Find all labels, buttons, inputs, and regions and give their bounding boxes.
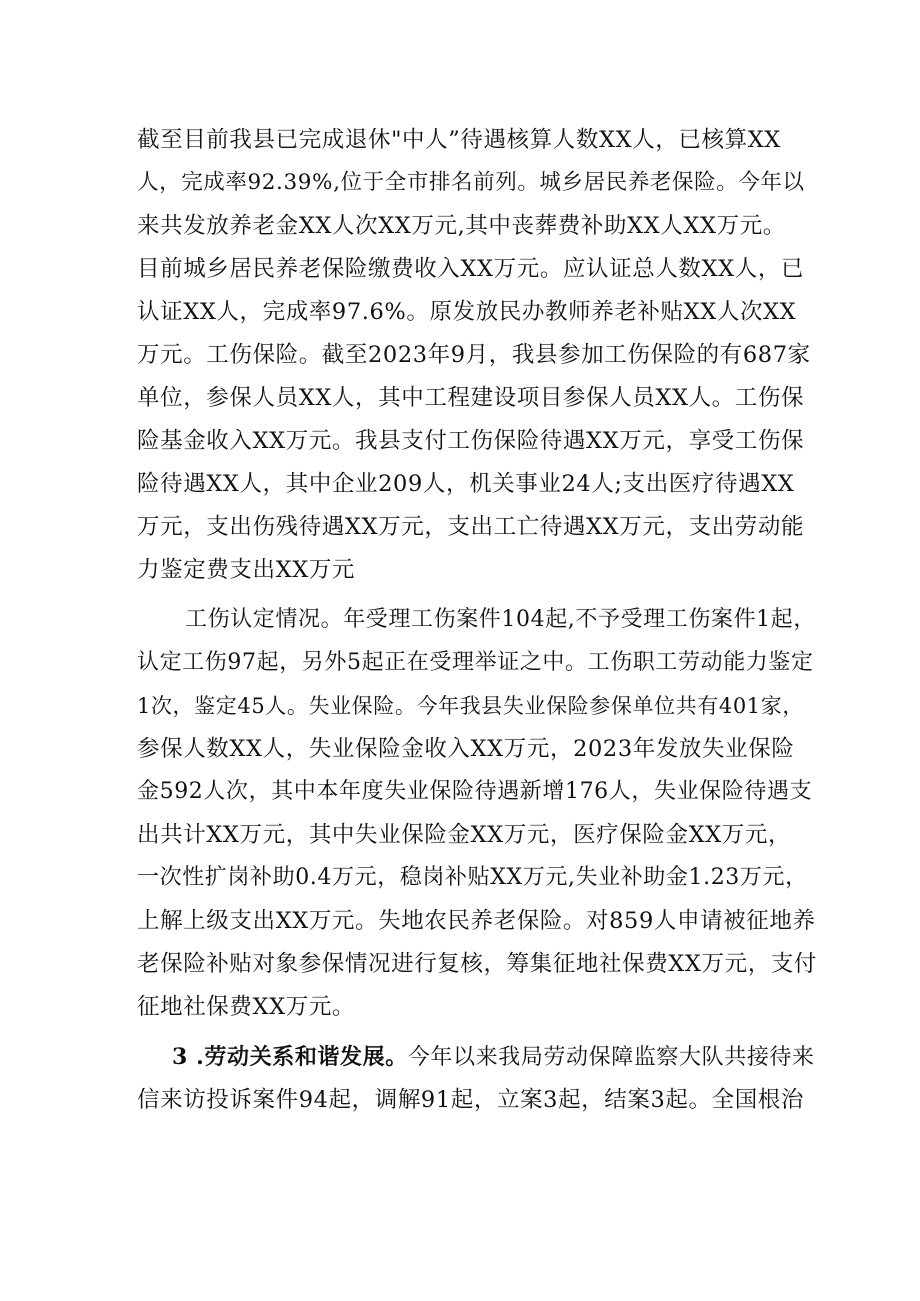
paragraph-1-line-7: 单位，参保人员XX人，其中工程建设项目参保人员XX人。工伤保 [137, 385, 805, 411]
paragraph-1-line-4: 目前城乡居民养老保险缴费收入XX万元。应认证总人数XX人，已 [137, 256, 805, 282]
paragraph-2-line-10: 征地社保费XX万元。 [137, 994, 356, 1020]
paragraph-2-line-9: 老保险补贴对象参保情况进行复核，筹集征地社保费XX万元，支付 [137, 951, 818, 977]
paragraph-1-line-9: 险待遇XX人，其中企业209人，机关事业24人;支出医疗待遇XX [137, 471, 795, 497]
paragraph-1-line-11: 力鉴定费支出XX万元 [137, 557, 356, 583]
paragraph-2-line-3: 1次，鉴定45人。失业保险。今年我县失业保险参保单位共有401家， [137, 694, 804, 718]
paragraph-2-line-6: 出共计XX万元，其中失业保险金XX万元，医疗保险金XX万元， [137, 822, 792, 848]
paragraph-2-line-5: 金592人次，其中本年度失业保险待遇新增176人，失业保险待遇支 [137, 779, 813, 804]
paragraph-3-line-2: 信来访投诉案件94起，调解91起，立案3起，结案3起。全国根治 [137, 1087, 804, 1113]
paragraph-1-line-6: 万元。工伤保险。截至2023年9月，我县参加工伤保险的有687家 [137, 342, 811, 368]
paragraph-2-line-4: 参保人数XX人，失业保险金收入XX万元，2023年发放失业保险 [137, 736, 795, 762]
paragraph-2-line-8: 上解上级支出XX万元。失地农民养老保险。对859人申请被征地养 [137, 908, 816, 934]
paragraph-3-line-1-text: 今年以来我局劳动保障监察大队共接待来 [407, 1045, 815, 1070]
paragraph-1-line-1: 截至目前我县已完成退休"中人”待遇核算人数XX人，已核算XX [137, 127, 781, 153]
paragraph-2-line-2: 认定工伤97起，另外5起正在受理举证之中。工伤职工劳动能力鉴定 [137, 650, 814, 675]
paragraph-1-line-2: 人，完成率92.39%,位于全市排名前列。城乡居民养老保险。今年以 [137, 170, 805, 195]
paragraph-2-line-1: 工伤认定情况。年受理工伤案件104起,不予受理工伤案件1起， [185, 607, 816, 632]
paragraph-3-line-1 [172, 1042, 817, 1073]
paragraph-1-line-3: 来共发放养老金XX人次XX万元,其中丧葬费补助XX人XX万元。 [137, 213, 786, 239]
paragraph-1-line-8: 险基金收入XX万元。我县支付工伤保险待遇XX万元，享受工伤保 [137, 428, 805, 454]
paragraph-1-line-5: 认证XX人，完成率97.6%。原发放民办教师养老补贴XX人次XX [137, 299, 797, 325]
paragraph-2-line-7: 一次性扩岗补助0.4万元，稳岗补贴XX万元,失业补助金1.23万元， [137, 865, 808, 890]
section-heading: 3 .劳动关系和谐发展。 [172, 1044, 408, 1070]
paragraph-1-line-10: 万元，支出伤残待遇XX万元，支出工亡待遇XX万元，支出劳动能 [137, 514, 805, 540]
